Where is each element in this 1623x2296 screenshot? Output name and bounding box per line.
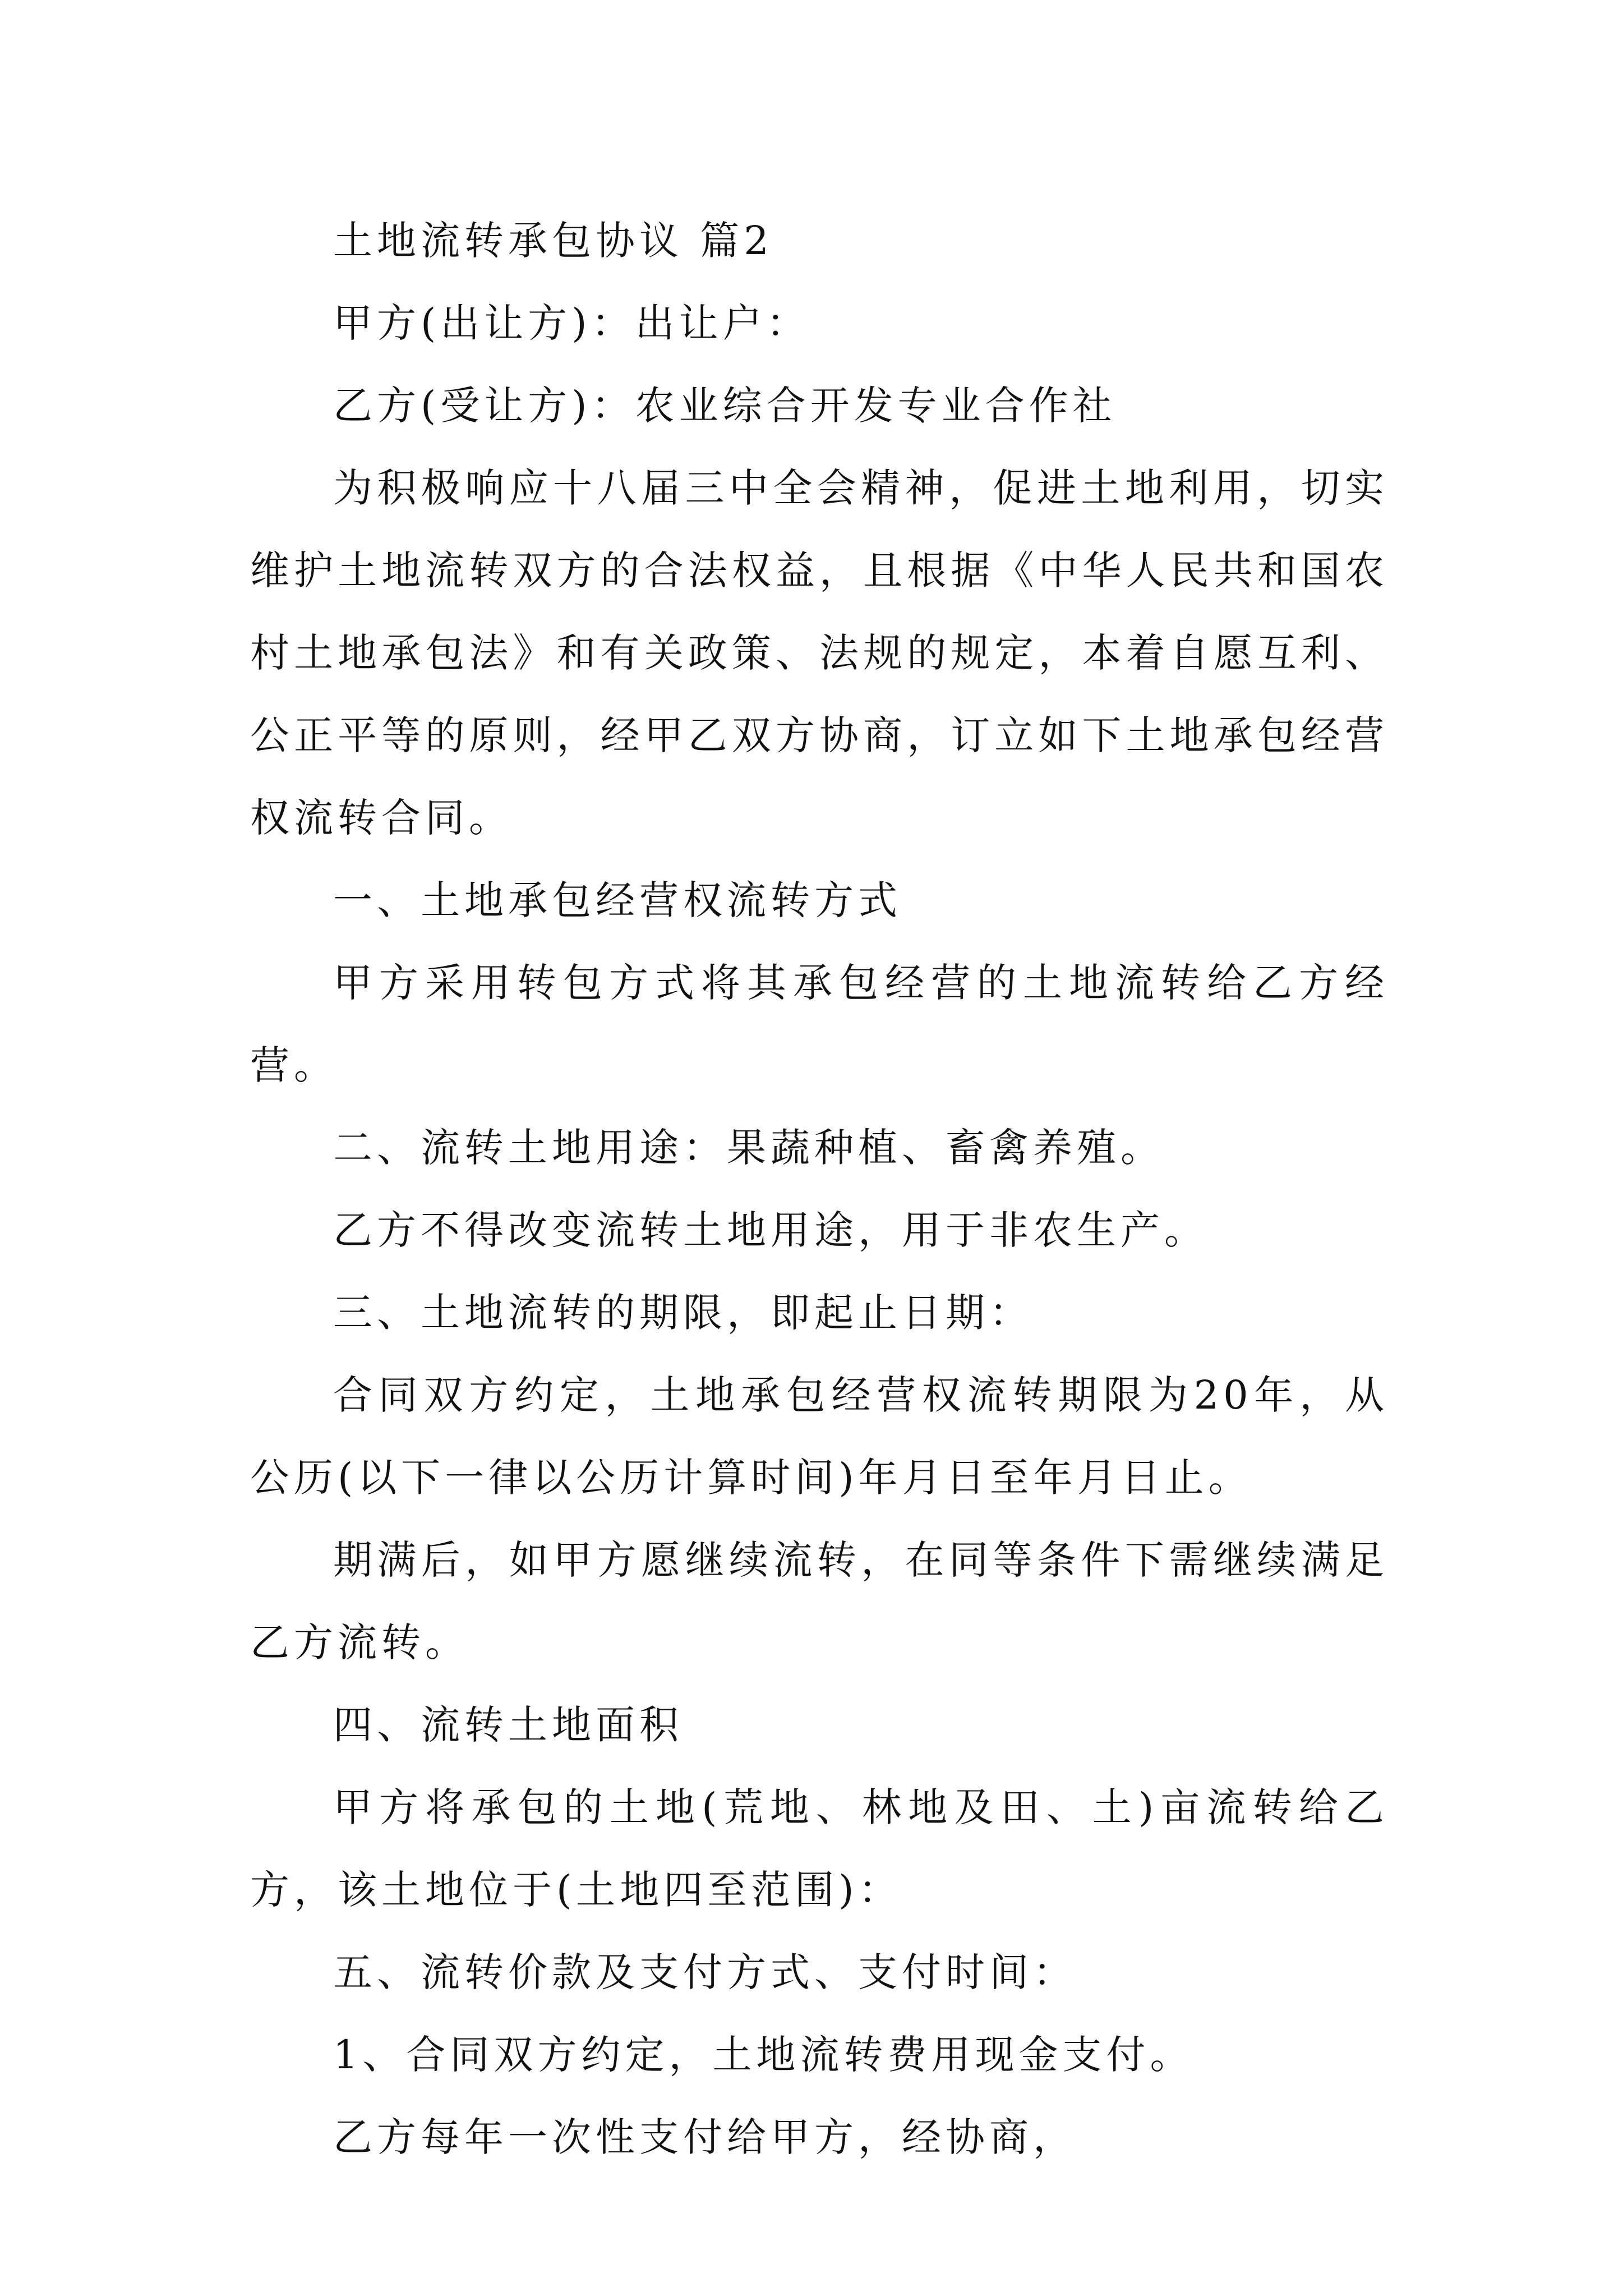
document-body bbox=[250, 200, 1389, 2179]
section-3-text: 合同双方约定，土地承包经营权流转期限为20年，从公历(以下一律以公历计算时间)年月日至年月日止。 bbox=[250, 1372, 1389, 1501]
section-5-item-1: 1、合同双方约定，土地流转费用现金支付。 bbox=[333, 2032, 1194, 2078]
preamble-paragraph: 为积极响应十八届三中全会精神，促进土地利用，切实维护土地流转双方的合法权益，且根据《中华人民共和国农村土地承包法》和有关政策、法规的规定，本着自愿互利、公正平等的原则，经甲乙双方协商，订立如下土地承包经营权流转合同。 bbox=[250, 465, 1389, 841]
section-3-renewal: 期满后，如甲方愿继续流转，在同等条件下需继续满足乙方流转。 bbox=[250, 1537, 1389, 1665]
section-2-heading: 二、流转土地用途：果蔬种植、畜禽养殖。 bbox=[333, 1125, 1164, 1171]
section-3-heading: 三、土地流转的期限，即起止日期： bbox=[333, 1290, 1033, 1336]
section-2-text: 乙方不得改变流转土地用途，用于非农生产。 bbox=[333, 1207, 1208, 1253]
section-4-text: 甲方将承包的土地(荒地、林地及田、土)亩流转给乙方，该土地位于(土地四至范围)： bbox=[250, 1784, 1389, 1913]
party-b-line: 乙方(受让方)：农业综合开发专业合作社 bbox=[333, 383, 1117, 429]
document-title: 土地流转承包协议 篇2 bbox=[333, 218, 773, 264]
section-1-heading: 一、土地承包经营权流转方式 bbox=[333, 877, 902, 923]
section-5-payment: 乙方每年一次性支付给甲方，经协商， bbox=[333, 2114, 1077, 2160]
party-a-line: 甲方(出让方)：出让户： bbox=[333, 300, 810, 346]
section-1-text: 甲方采用转包方式将其承包经营的土地流转给乙方经营。 bbox=[250, 960, 1389, 1088]
section-4-heading: 四、流转土地面积 bbox=[333, 1702, 683, 1748]
section-5-heading: 五、流转价款及支付方式、支付时间： bbox=[333, 1949, 1077, 1995]
